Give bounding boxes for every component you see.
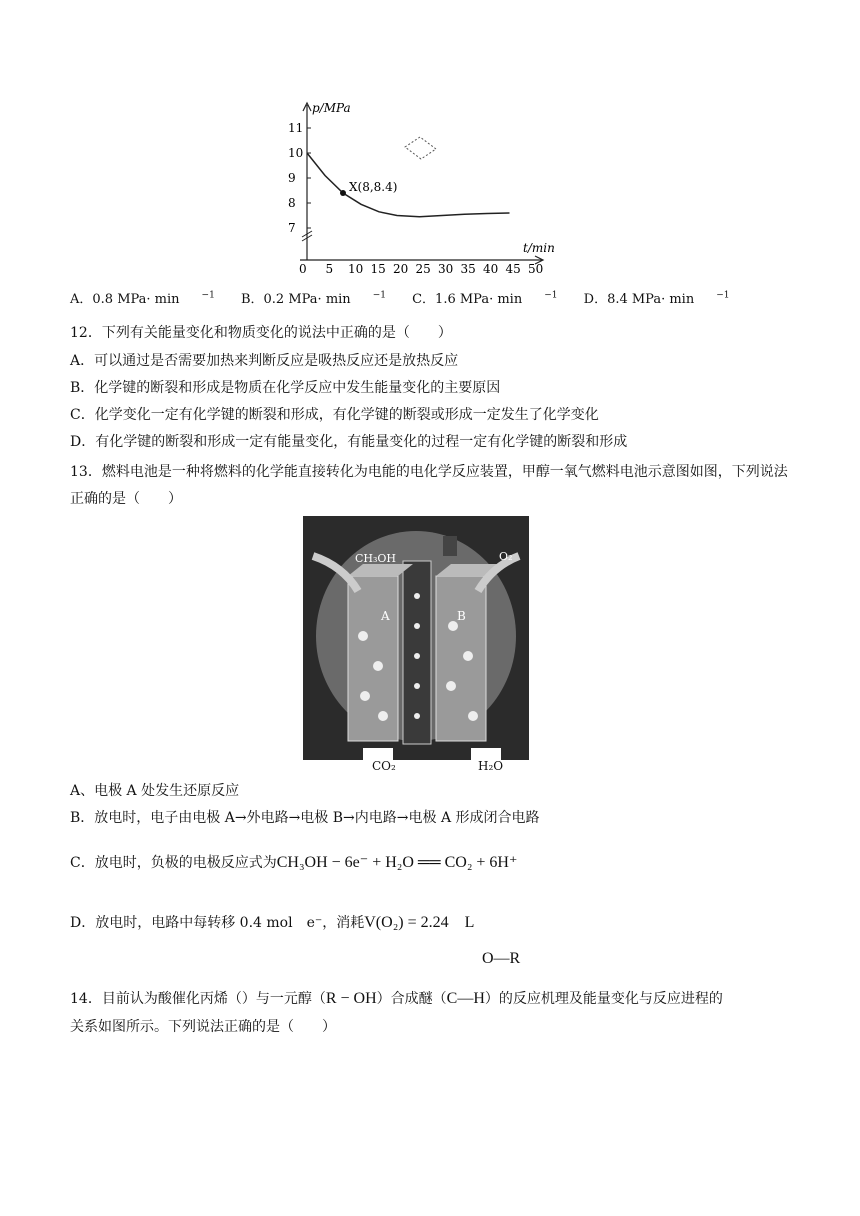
q13-option-d[interactable]: D．放电时，电路中每转移 0.4 mol e⁻，消耗V(O₂) = 2.24 L [70,914,475,931]
q13-option-c[interactable]: C．放电时，负极的电极反应式为CH₃OH − 6e⁻ + H₂O ══ CO₂ + 6H⁺ [70,854,518,871]
q12-option-a[interactable]: A．可以通过是否需要加热来判断反应是吸热反应还是放热反应 [70,353,459,369]
x-tick-label: 35 [460,262,476,275]
x-tick-label: 30 [438,262,454,275]
q11-option-a[interactable]: A．0.8 MPa· min $^{-1}$ [70,290,215,307]
q11-option-d[interactable]: D．8.4 MPa· min $^{-1}$ [583,290,730,307]
x-tick-label: 50 [528,262,544,275]
x-tick-label: 25 [415,262,431,275]
x-tick-label: 20 [393,262,409,275]
y-tick-label: 10 [288,146,304,160]
oxygen-volume: V(O₂) = 2.24 L [364,914,475,931]
q11-options [70,288,752,307]
o2-label: O₂ [499,550,513,563]
pressure-time-graph [280,95,580,275]
y-axis-label: p/MPa [312,101,351,115]
point-x-marker [340,190,346,196]
electrode-a-label: A [381,609,390,623]
y-tick-label: 8 [288,196,296,210]
q14-stem-line1: 14．目前认为酸催化丙烯（）与一元醇（R − OH）合成醚（C—H）的反应机理及能量变化与反应进程的 [70,990,723,1007]
q11-option-b[interactable]: B．0.2 MPa· min $^{-1}$ [240,290,386,307]
pressure-curve [307,153,510,217]
q12-option-d[interactable]: D．有化学键的断裂和形成一定有能量变化，有能量变化的过程一定有化学键的断裂和形成 [70,434,628,450]
x-tick-label: 5 [325,262,334,275]
y-tick-label: 11 [288,121,304,135]
y-tick-label: 7 [288,221,296,235]
q13-stem: 13．燃料电池是一种将燃料的化学能直接转化为电能的电化学反应装置，甲醇一氧气燃料电池示意图如图，下列说法正确的是（ ） [70,464,788,507]
ch3oh-label: CH₃OH [355,552,397,565]
anode-equation: CH₃OH − 6e⁻ + H₂O ══ CO₂ + 6H⁺ [276,854,518,871]
point-x-label: X(8,8.4) [349,180,398,194]
x-tick-label: 45 [505,262,521,275]
q13-option-a[interactable]: A、电极 A 处发生还原反应 [70,783,240,799]
q11-option-c[interactable]: C．1.6 MPa· min $^{-1}$ [412,290,558,307]
q12-stem: 12．下列有关能量变化和物质变化的说法中正确的是（ ） [70,325,452,341]
q12-option-b[interactable]: B．化学键的断裂和形成是物质在化学反应中发生能量变化的主要原因 [70,380,501,396]
fuel-cell-diagram [303,516,529,760]
q14-stem-line2: 关系如图所示。下列说法正确的是（ ） [70,1019,336,1035]
scan-artifact [405,137,436,159]
co2-label: CO₂ [372,759,396,773]
electrode-b-label: B [457,609,466,623]
q12-option-c[interactable]: C．化学变化一定有化学键的断裂和形成，有化学键的断裂或形成一定发生了化学变化 [70,407,599,423]
x-tick-label: 10 [348,262,364,275]
ether-group-fragment: O—R [482,950,521,967]
x-tick-label: 0 [299,262,307,275]
x-tick-label: 40 [483,262,499,275]
ch-bond-fragment: C—H [446,990,485,1007]
h2o-label: H₂O [478,759,504,773]
x-axis-label: t/min [523,241,555,255]
y-tick-label: 9 [288,171,296,185]
q13-option-b[interactable]: B．放电时，电子由电极 A→外电路→电极 B→内电路→电极 A 形成闭合电路 [70,810,540,826]
x-tick-label: 15 [370,262,386,275]
